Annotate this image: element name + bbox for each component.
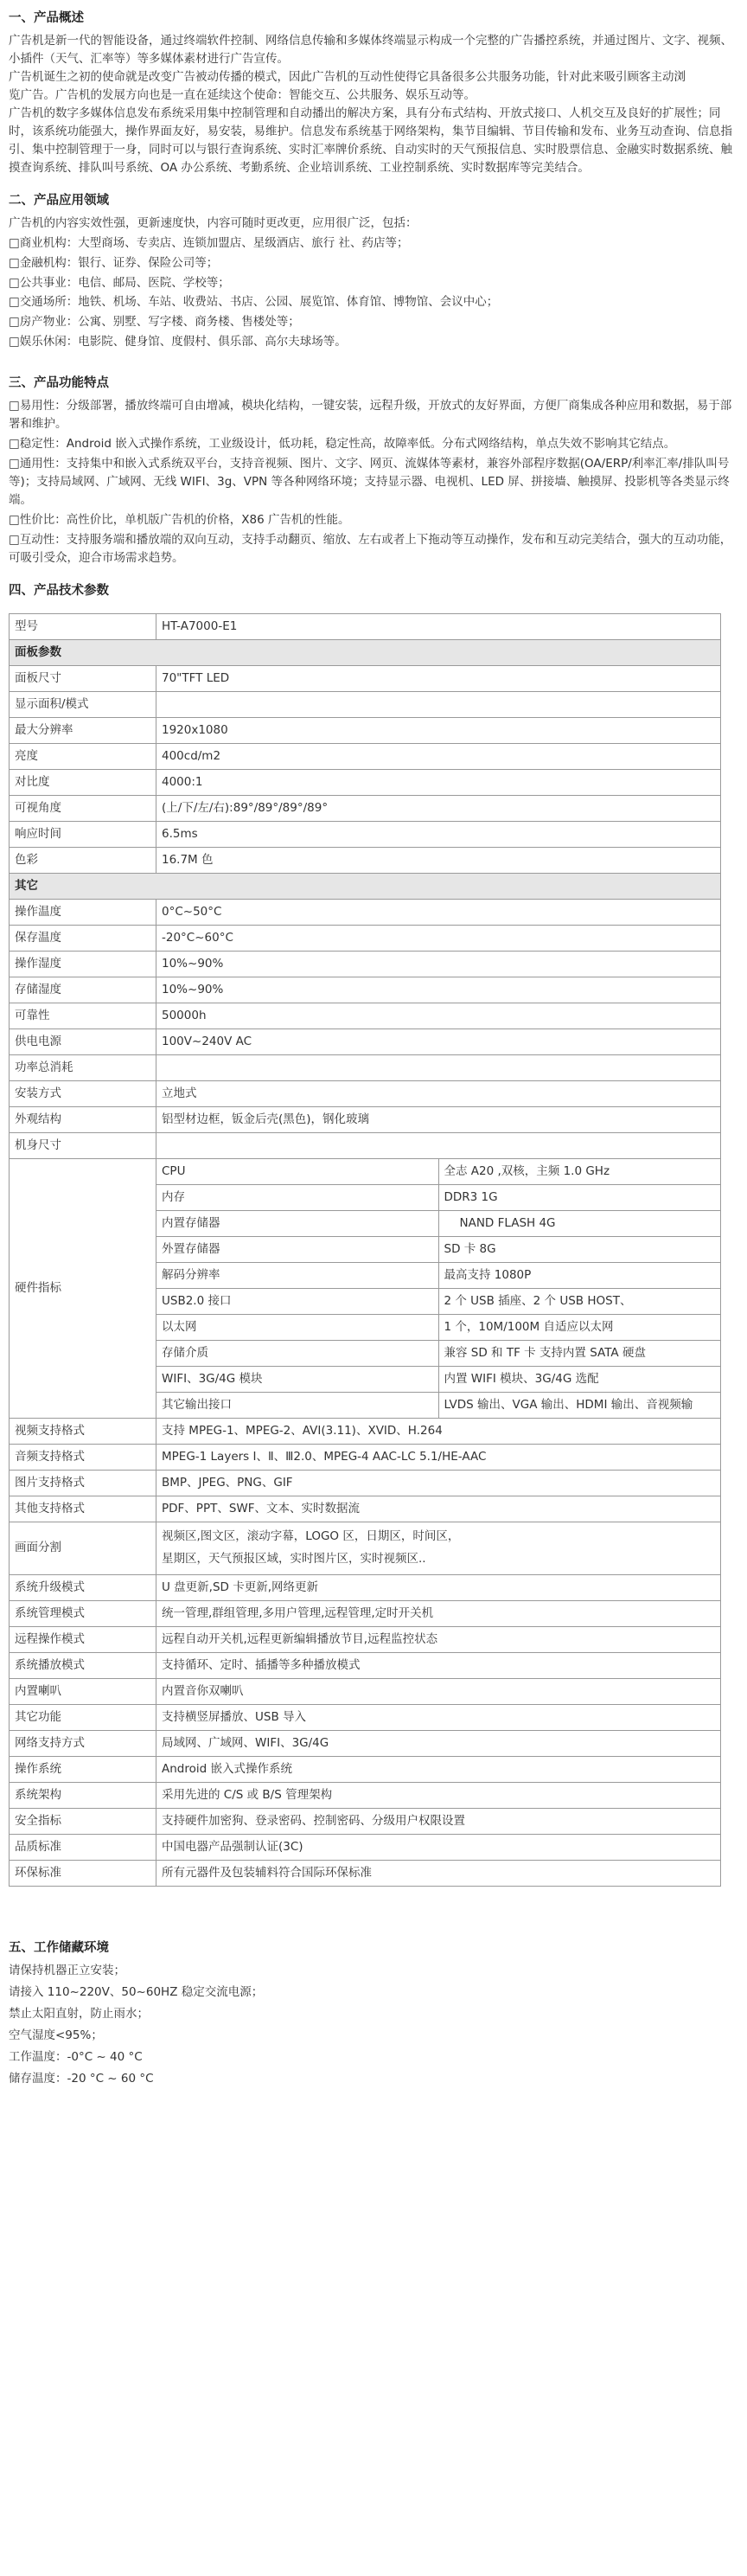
spec-label: 显示面积/模式 [10, 691, 156, 717]
spec-label: 其它功能 [10, 1704, 156, 1730]
overview-paragraph: 广告机诞生之初的使命就是改变广告被动传播的模式，因此广告机的互动性使得它具备很多公共服务功能，针对此来吸引顾客主动浏 [9, 70, 686, 85]
table-row [10, 717, 721, 743]
spec-label: 系统架构 [10, 1782, 156, 1808]
table-row [10, 1756, 721, 1782]
hardware-value: 内置 WIFI 模块、3G/4G 选配 [438, 1366, 721, 1392]
spec-label: 色彩 [10, 847, 156, 873]
spec-label: 面板尺寸 [10, 665, 156, 691]
table-row [10, 1418, 721, 1444]
environment-line: 工作温度：-0°C ~ 40 °C [9, 2049, 143, 2064]
spec-label: 其他支持格式 [10, 1496, 156, 1522]
spec-label: 音频支持格式 [10, 1444, 156, 1470]
spec-value: 中国电器产品强制认证(3C) [156, 1834, 721, 1860]
spec-value: 支持硬件加密狗、登录密码、控制密码、分级用户权限设置 [156, 1808, 721, 1834]
spec-value: 70"TFT LED [156, 665, 721, 691]
spec-value: 4000:1 [156, 769, 721, 795]
spec-value: BMP、JPEG、PNG、GIF [156, 1470, 721, 1496]
spec-value: 支持循环、定时、插播等多种播放模式 [156, 1652, 721, 1678]
features-list [9, 397, 738, 567]
hardware-name: 内置存储器 [156, 1210, 439, 1236]
spec-label: 可视角度 [10, 795, 156, 821]
table-row [10, 613, 721, 639]
spec-label: 响应时间 [10, 821, 156, 847]
table-row [10, 1808, 721, 1834]
hardware-value: LVDS 输出、VGA 输出、HDMI 输出、音视频输 [438, 1392, 721, 1418]
feature-item: □通用性：支持集中和嵌入式系统双平台，支持音视频、图片、文字、网页、流媒体等素材，兼容外部程序数据(OA/ERP/利率汇率/排队叫号等)；支持局域网、广域网、无线 WIFI、3g、VPN 等各种网络环境；支持显示器、电视机、LED 屏、拼接墙、触摸屏、投影机等各类显示终端。 [9, 457, 730, 507]
application-item: □房产物业：公寓、别墅、写字楼、商务楼、售楼处等； [9, 315, 300, 330]
section-row [10, 873, 721, 899]
hardware-name: 内存 [156, 1184, 439, 1210]
table-row [10, 1626, 721, 1652]
spec-value: 远程自动开关机,远程更新编辑播放节目,远程监控状态 [156, 1626, 721, 1652]
table-row [10, 1080, 721, 1106]
feature-item: □易用性：分级部署，播放终端可自由增减，模块化结构，一键安装，远程升级，开放式的友好界面，方便厂商集成各种应用和数据，易于部署和维护。 [9, 399, 732, 432]
spec-value: PDF、PPT、SWF、文本、实时数据流 [156, 1496, 721, 1522]
spec-label: 操作系统 [10, 1756, 156, 1782]
application-item: □娱乐休闲：电影院、健身馆、度假村、俱乐部、高尔夫球场等。 [9, 335, 347, 349]
spec-value: MPEG-1 Layers Ⅰ、Ⅱ、Ⅲ2.0、MPEG-4 AAC-LC 5.1/HE-AAC [156, 1444, 721, 1470]
environment-line: 储存温度：-20 °C ~ 60 °C [9, 2071, 154, 2086]
other-section-title: 其它 [10, 873, 721, 899]
spec-value: 100V~240V AC [156, 1028, 721, 1054]
overview-paragraph: 广告机的数字多媒体信息发布系统采用集中控制管理和自动播出的解决方案，具有分布式结构、开放式接口、人机交互及良好的扩展性；同时，该系统功能强大，操作界面友好，易安装，易维护。信息发布系统基于网络架构，集节目编辑、节目传输和发布、业务互动查询、信息指引、集中控制管理于一身，同时可以与银行查询系统、实时汇率牌价系统、自动实时的天气预报信息、实时股票信息、金融实时数据系统、触摸查询系统、排队叫号系统、OA 办公系统、考勤系统、企业培训系统、工业控制系统、实时数据库等完美结合。 [9, 106, 732, 175]
spec-label: 保存温度 [10, 925, 156, 951]
spec-value: 统一管理,群组管理,多用户管理,远程管理,定时开关机 [156, 1600, 721, 1626]
spec-value: 50000h [156, 1003, 721, 1028]
spec-label: 环保标准 [10, 1860, 156, 1886]
section-row [10, 639, 721, 665]
table-row [10, 1158, 721, 1184]
spec-value: U 盘更新,SD 卡更新,网络更新 [156, 1574, 721, 1600]
environment-line: 请保持机器正立安装； [9, 1964, 125, 1978]
table-row [10, 769, 721, 795]
table-row [10, 847, 721, 873]
spec-label: 功率总消耗 [10, 1054, 156, 1080]
spec-value: 铝型材边框，钣金后壳(黑色)，钢化玻璃 [156, 1106, 721, 1132]
spec-label: 画面分割 [10, 1522, 156, 1574]
environment-line: 禁止太阳直射，防止雨水； [9, 2006, 149, 2021]
overview-heading: 一、产品概述 [9, 11, 84, 25]
hardware-name: USB2.0 接口 [156, 1288, 439, 1314]
feature-item: □互动性：支持服务端和播放端的双向互动，支持手动翻页、缩放、左右或者上下拖动等互动操作，发布和互动完美结合，强大的互动功能，可吸引受众，迎合市场需求趋势。 [9, 532, 732, 565]
table-row [10, 1444, 721, 1470]
spec-label: 存储湿度 [10, 977, 156, 1003]
features-heading: 三、产品功能特点 [9, 376, 109, 391]
spec-value: 采用先进的 C/S 或 B/S 管理架构 [156, 1782, 721, 1808]
hardware-name: WIFI、3G/4G 模块 [156, 1366, 439, 1392]
hardware-value: NAND FLASH 4G [438, 1210, 721, 1236]
model-value: HT-A7000-E1 [156, 613, 721, 639]
spec-label: 外观结构 [10, 1106, 156, 1132]
table-row [10, 795, 721, 821]
spec-value [156, 691, 721, 717]
table-row [10, 1834, 721, 1860]
spec-label: 对比度 [10, 769, 156, 795]
model-label: 型号 [10, 613, 156, 639]
spec-label: 机身尺寸 [10, 1132, 156, 1158]
spec-label: 安全指标 [10, 1808, 156, 1834]
spec-value: 立地式 [156, 1080, 721, 1106]
spec-label: 网络支持方式 [10, 1730, 156, 1756]
spec-value [156, 1054, 721, 1080]
overview-paragraph: 览广告。广告机的发展方向也是一直在延续这个使命：智能交互、公共服务、娱乐互动等。 [9, 87, 476, 102]
table-row [10, 1782, 721, 1808]
table-row [10, 1028, 721, 1054]
spec-value: 内置音你双喇叭 [156, 1678, 721, 1704]
overview-text [9, 32, 738, 176]
spec-value: 10%~90% [156, 951, 721, 977]
table-row [10, 1730, 721, 1756]
spec-label: 系统管理模式 [10, 1600, 156, 1626]
table-row [10, 1600, 721, 1626]
table-row [10, 1470, 721, 1496]
spec-label: 供电电源 [10, 1028, 156, 1054]
hardware-name: 其它输出接口 [156, 1392, 439, 1418]
spec-label: 视频支持格式 [10, 1418, 156, 1444]
table-row [10, 1678, 721, 1704]
spec-value: 局域网、广域网、WIFI、3G/4G [156, 1730, 721, 1756]
spec-label: 最大分辨率 [10, 717, 156, 743]
overview-paragraph: 广告机是新一代的智能设备，通过终端软件控制、网络信息传输和多媒体终端显示构成一个完整的广告播控系统，并通过图片、文字、视频、小插件（天气、汇率等）等多媒体素材进行广告宣传。 [9, 34, 732, 67]
table-row [10, 899, 721, 925]
spec-value: 支持横竖屏播放、USB 导入 [156, 1704, 721, 1730]
application-heading: 二、产品应用领域 [9, 193, 109, 208]
feature-item: □稳定性：Android 嵌入式操作系统，工业级设计，低功耗，稳定性高，故障率低。分布式网络结构，单点失效不影响其它结点。 [9, 437, 676, 452]
spec-label: 图片支持格式 [10, 1470, 156, 1496]
table-row [10, 1003, 721, 1028]
spec-value: 支持 MPEG-1、MPEG-2、AVI(3.11)、XVID、H.264 [156, 1418, 721, 1444]
spec-value: 16.7M 色 [156, 847, 721, 873]
hardware-name: CPU [156, 1158, 439, 1184]
application-item: □交通场所：地铁、机场、车站、收费站、书店、公园、展览馆、体育馆、博物馆、会议中心； [9, 295, 499, 310]
spec-label: 品质标准 [10, 1834, 156, 1860]
spec-value: 400cd/m2 [156, 743, 721, 769]
table-row [10, 1860, 721, 1886]
spec-value: (上/下/左/右):89°/89°/89°/89° [156, 795, 721, 821]
split-line: 星期区，天气预报区域，实时图片区，实时视频区.. [162, 1551, 426, 1566]
table-row [10, 1106, 721, 1132]
hardware-value: 兼容 SD 和 TF 卡 支持内置 SATA 硬盘 [438, 1340, 721, 1366]
table-row [10, 665, 721, 691]
spec-label: 可靠性 [10, 1003, 156, 1028]
table-row [10, 1496, 721, 1522]
environment-heading: 五、工作储藏环境 [9, 1940, 109, 1955]
spec-value: 所有元器件及包装辅料符合国际环保标准 [156, 1860, 721, 1886]
table-row [10, 925, 721, 951]
spec-table [9, 613, 721, 1887]
application-item: □商业机构：大型商场、专卖店、连锁加盟店、星级酒店、旅行 社、药店等； [9, 235, 409, 250]
spec-value: 0°C~50°C [156, 899, 721, 925]
spec-label: 操作湿度 [10, 951, 156, 977]
spec-label: 操作温度 [10, 899, 156, 925]
specs-heading: 四、产品技术参数 [9, 583, 109, 598]
table-row [10, 1652, 721, 1678]
spec-value: 6.5ms [156, 821, 721, 847]
spec-value: 1920x1080 [156, 717, 721, 743]
spec-label: 系统播放模式 [10, 1652, 156, 1678]
spec-value: Android 嵌入式操作系统 [156, 1756, 721, 1782]
split-value [156, 1522, 721, 1574]
spec-label: 亮度 [10, 743, 156, 769]
spec-label: 内置喇叭 [10, 1678, 156, 1704]
spec-value: -20°C~60°C [156, 925, 721, 951]
spec-label: 远程操作模式 [10, 1626, 156, 1652]
hardware-value: 2 个 USB 插座、2 个 USB HOST、 [438, 1288, 721, 1314]
hardware-name: 解码分辨率 [156, 1262, 439, 1288]
table-row [10, 743, 721, 769]
table-row [10, 691, 721, 717]
environment-line: 空气湿度<95%； [9, 2028, 103, 2042]
spec-value [156, 1132, 721, 1158]
hardware-name: 存储介质 [156, 1340, 439, 1366]
hardware-name: 以太网 [156, 1314, 439, 1340]
spec-value: 10%~90% [156, 977, 721, 1003]
table-row [10, 821, 721, 847]
feature-item: □性价比：高性价比，单机版广告机的价格，X86 广告机的性能。 [9, 512, 350, 527]
spec-label: 系统升级模式 [10, 1574, 156, 1600]
hardware-name: 外置存储器 [156, 1236, 439, 1262]
hardware-value: SD 卡 8G [438, 1236, 721, 1262]
table-row [10, 1574, 721, 1600]
application-item: □公共事业：电信、邮局、医院、学校等； [9, 275, 230, 290]
hardware-label: 硬件指标 [10, 1158, 156, 1418]
environment-line: 请接入 110~220V、50~60HZ 稳定交流电源； [9, 1984, 264, 1999]
application-item: □金融机构：银行、证券、保险公司等； [9, 255, 219, 270]
split-line: 视频区,图文区，滚动字幕，LOGO 区，日期区，时间区， [162, 1528, 460, 1543]
table-row [10, 1132, 721, 1158]
environment-list [9, 1962, 738, 2088]
table-row [10, 1054, 721, 1080]
table-row [10, 1704, 721, 1730]
panel-section-title: 面板参数 [10, 639, 721, 665]
application-list [9, 215, 738, 351]
hardware-value: 全志 A20 ,双核，主频 1.0 GHz [438, 1158, 721, 1184]
hardware-value: 最高支持 1080P [438, 1262, 721, 1288]
hardware-value: DDR3 1G [438, 1184, 721, 1210]
table-row [10, 977, 721, 1003]
hardware-value: 1 个，10M/100M 自适应以太网 [438, 1314, 721, 1340]
spec-label: 安装方式 [10, 1080, 156, 1106]
table-row [10, 1522, 721, 1574]
application-intro: 广告机的内容实效性强，更新速度快，内容可随时更改更，应用很广泛，包括： [9, 215, 418, 230]
table-row [10, 951, 721, 977]
